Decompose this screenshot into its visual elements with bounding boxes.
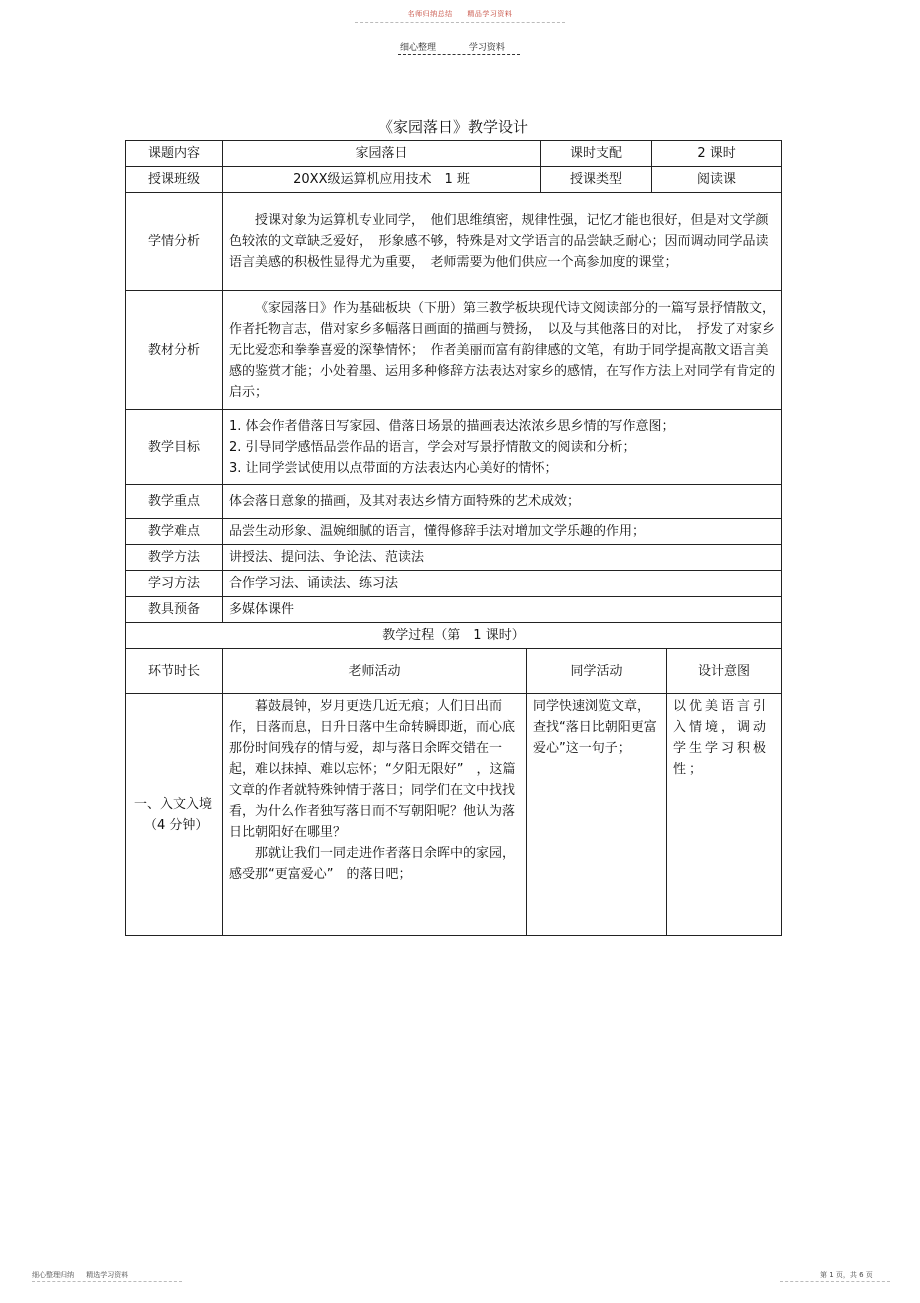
teacher-activity-text-2: 那就让我们一同走进作者落日余晖中的家园，感受那“更富爱心” 的落日吧；	[229, 846, 516, 882]
table-row	[126, 519, 782, 545]
page-number: 第 1 页，共 6 页	[820, 1271, 873, 1279]
teacher-activity-cell	[223, 694, 527, 936]
header-tag-left: 名师归纳总结	[407, 10, 453, 18]
footer-tag-a: 细心整理归纳	[32, 1271, 74, 1279]
key-point-text: 体会落日意象的描画，及其对表达乡情方面特殊的艺术成效；	[223, 485, 782, 519]
col-teacher-header: 老师活动	[223, 649, 527, 694]
goal-item: 2. 引导同学感悟品尝作品的语言，学会对写景抒情散文的阅读和分析；	[229, 439, 636, 455]
key-point-label: 教学重点	[126, 485, 223, 519]
topic-label: 课题内容	[126, 141, 223, 167]
header-subtitle	[400, 40, 535, 53]
stage-time: （4 分钟）	[144, 817, 209, 833]
footer-tag-b: 精选学习资料	[86, 1271, 129, 1279]
col-stage-header: 环节时长	[126, 649, 223, 694]
difficulty-label: 教学难点	[126, 519, 223, 545]
table-row	[126, 694, 782, 936]
footer-divider-left	[32, 1281, 182, 1282]
col-intent-header: 设计意图	[667, 649, 782, 694]
document-title: 《家园落日》教学设计	[377, 118, 528, 136]
type-label: 授课类型	[541, 167, 652, 193]
process-title: 教学过程（第 1 课时）	[126, 623, 782, 649]
table-row	[126, 571, 782, 597]
learner-analysis-label: 学情分析	[126, 193, 223, 291]
learning-method-text: 合作学习法、诵读法、练习法	[223, 571, 782, 597]
table-row	[126, 167, 782, 193]
table-row	[126, 545, 782, 571]
page-header	[0, 9, 920, 19]
topic-value: 家园落日	[223, 141, 541, 167]
table-row	[126, 193, 782, 291]
learner-analysis-text: 授课对象为运算机专业同学， 他们思维缜密，规律性强，记忆才能也很好，但是对文学颜色较浓的文章缺乏爱好， 形象感不够，特殊是对文学语言的品尝缺乏耐心；因而调动同学品读语言美感的积极性显得尤为重要， 老师需要为他们供应一个高参加度的课堂；	[223, 193, 782, 291]
table-row	[126, 291, 782, 410]
type-value: 阅读课	[652, 167, 782, 193]
goals-list	[223, 410, 782, 485]
material-analysis-text: 《家园落日》作为基础板块（下册）第三教学板块现代诗文阅读部分的一篇写景抒情散文， 作者托物言志，借对家乡多幅落日画面的描画与赞扬， 以及与其他落日的对比， 抒发了对家乡无比爱恋和拳拳喜爱的深挚情怀； 作者美丽而富有韵律感的文笔，有助于同学提高散文语言美感的鉴赏才能；小处着墨、运用多种修辞方法表达对家乡的感情，在写作方法上对同学有肯定的启示；	[223, 291, 782, 410]
table-row	[126, 141, 782, 167]
teaching-method-label: 教学方法	[126, 545, 223, 571]
page-footer-left	[32, 1270, 138, 1280]
header-sub-divider	[398, 54, 520, 55]
table-row	[126, 597, 782, 623]
hours-label: 课时支配	[541, 141, 652, 167]
learning-method-label: 学习方法	[126, 571, 223, 597]
footer-divider-right	[780, 1281, 890, 1282]
header-divider	[355, 22, 565, 23]
goals-label: 教学目标	[126, 410, 223, 485]
tools-text: 多媒体课件	[223, 597, 782, 623]
table-row	[126, 485, 782, 519]
difficulty-text: 品尝生动形象、温婉细腻的语言，懂得修辞手法对增加文学乐趣的作用；	[223, 519, 782, 545]
header-sub-left: 细心整理	[400, 43, 437, 53]
student-activity-text: 同学快速浏览文章，查找“落日比朝阳更富爱心”这一句子；	[527, 694, 667, 936]
header-sub-right: 学习资料	[468, 43, 505, 53]
stage-name: 一、入文入境	[134, 796, 213, 812]
col-student-header: 同学活动	[527, 649, 667, 694]
table-row	[126, 649, 782, 694]
material-analysis-label: 教材分析	[126, 291, 223, 410]
table-row	[126, 410, 782, 485]
class-value: 20XX级运算机应用技术 1 班	[223, 167, 541, 193]
stage-cell	[126, 694, 223, 936]
table-row	[126, 623, 782, 649]
teaching-method-text: 讲授法、提问法、争论法、范读法	[223, 545, 782, 571]
teacher-activity-text: 暮鼓晨钟，岁月更迭几近无痕；人们日出而作，日落而息，日升日落中生命转瞬即逝，而心底那份时间残存的情与爱，却与落日余晖交错在一起，难以抹掉、难以忘怀；“夕阳无限好” ，这篇文章的作者就特殊钟情于落日；同学们在文中找找看，为什么作者独写落日而不写朝阳呢？他认为落日比朝阳好在哪里？	[229, 699, 516, 840]
tools-label: 教具预备	[126, 597, 223, 623]
class-label: 授课班级	[126, 167, 223, 193]
header-tag-right: 精品学习资料	[467, 10, 513, 18]
goal-item: 1. 体会作者借落日写家园、借落日场景的描画表达浓浓乡思乡情的写作意图；	[229, 418, 675, 434]
design-intent-text: 以优美语言引入情境，调动学生学习积极性；	[667, 694, 782, 936]
lesson-plan-table	[125, 140, 782, 936]
goal-item: 3. 让同学尝试使用以点带面的方法表达内心美好的情怀；	[229, 460, 558, 476]
hours-value: 2 课时	[652, 141, 782, 167]
